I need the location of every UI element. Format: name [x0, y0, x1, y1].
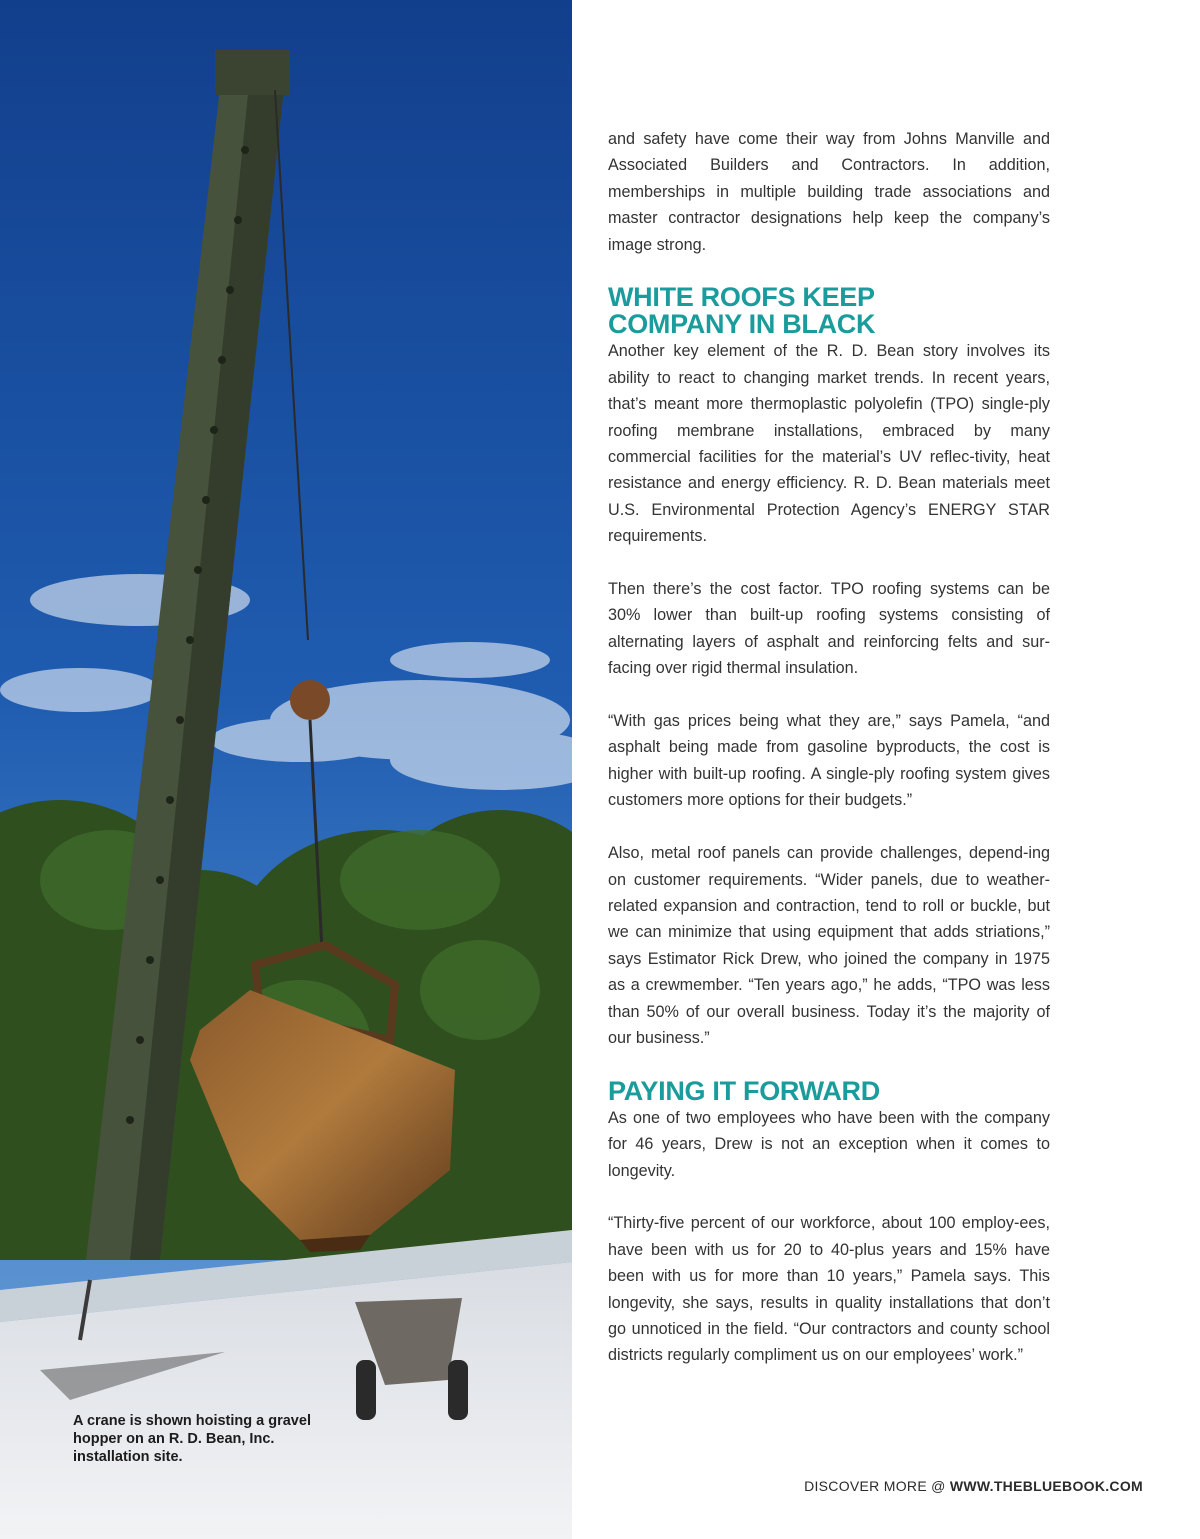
section-heading-paying-it-forward: PAYING IT FORWARD	[608, 1075, 880, 1106]
heading-line-1: WHITE ROOFS KEEP	[608, 282, 875, 313]
footer-prefix: DISCOVER MORE @	[804, 1478, 950, 1494]
paragraph-cost-factor: Then there’s the cost factor. TPO roofing systems can be 30% lower than built-up roofing systems consisting of alternating layers of asphalt and reinforcing felts and sur-facing over rigid thermal insulation.	[608, 580, 1050, 678]
paragraph-gas-prices-quote: “With gas prices being what they are,” says Pamela, “and asphalt being made from gasoline byproducts, the cost is higher with built-up roofing. A single-ply roofing system gives customers more options for their budgets.”	[608, 712, 1050, 810]
footer-url-link[interactable]: WWW.THEBLUEBOOK.COM	[949, 1478, 1143, 1494]
article-column	[608, 126, 1050, 1369]
section-heading-white-roofs	[608, 284, 1050, 338]
footer-discover-more	[804, 1478, 1143, 1494]
paragraph-longevity: As one of two employees who have been with the company for 46 years, Drew is not an exception when it comes to longevity.	[608, 1108, 1050, 1180]
paragraph-intro: and safety have come their way from Johns Manville and Associated Builders and Contractors. In addition, memberships in multiple building trade associations and master contractor designations help keep the company’s image strong.	[608, 130, 1050, 254]
crane-photo	[0, 0, 572, 1539]
paragraph-metal-panels: Also, metal roof panels can provide challenges, depend-ing on customer requirements. “Wider panels, due to weather-related expansion and contraction, tend to roll or buckle, but we can minimize that using equipment that adds striations,” says Estimator Rick Drew, who joined the company in 1975 as a crewmember. “Ten years ago,” he adds, “TPO was less than 50% of our overall business. Today it’s the majority of our business.”	[608, 844, 1050, 1047]
heading-line-2: COMPANY IN BLACK	[608, 309, 876, 340]
paragraph-workforce-quote: “Thirty-five percent of our workforce, about 100 employ-ees, have been with us for 20 to 40-plus years and 15% have been with us for more than 10 years,” Pamela says. This longevity, she says, results in quality installations that don’t go unnoticed in the field. “Our contractors and county school districts regularly compliment us on our employees’ work.”	[608, 1214, 1050, 1365]
paragraph-market-trends: Another key element of the R. D. Bean story involves its ability to react to changing market trends. In recent years, that’s meant more thermoplastic polyolefin (TPO) single-ply roofing membrane installations, embraced by many commercial facilities for the material’s UV reflec-tivity, heat resistance and energy efficiency. R. D. Bean materials meet U.S. Environmental Protection Agency’s ENERGY STAR requirements.	[608, 342, 1050, 546]
photo-caption: A crane is shown hoisting a gravel hopper on an R. D. Bean, Inc. installation site.	[73, 1413, 311, 1465]
headache-ball	[290, 680, 330, 720]
